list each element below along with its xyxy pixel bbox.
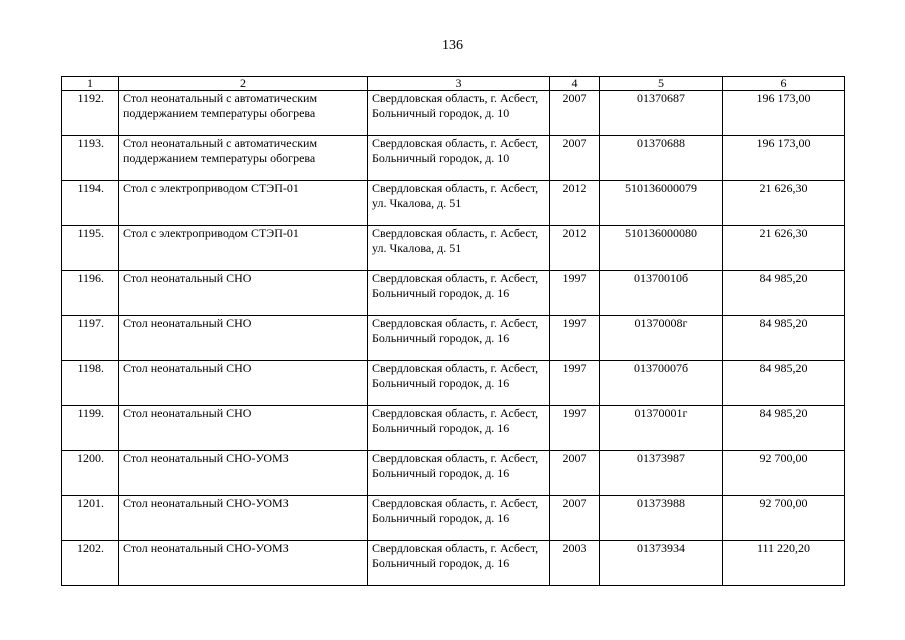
row-number-cell: 1201. [62, 496, 119, 541]
cost-cell: 92 700,00 [723, 496, 845, 541]
column-header: 1 [62, 77, 119, 91]
item-name-cell: Стол неонатальный СНО [119, 316, 368, 361]
item-name-cell: Стол неонатальный СНО [119, 361, 368, 406]
inventory-number-cell: 01370010б [600, 271, 723, 316]
year-cell: 2012 [550, 226, 600, 271]
item-name-cell: Стол с электроприводом СТЭП-01 [119, 226, 368, 271]
table-row [62, 496, 845, 541]
address-cell: Свердловская область, г. Асбест, Больничный городок, д. 16 [368, 541, 550, 586]
row-number-cell: 1196. [62, 271, 119, 316]
property-table [61, 76, 845, 586]
cost-cell: 21 626,30 [723, 226, 845, 271]
year-cell: 1997 [550, 361, 600, 406]
table-row [62, 406, 845, 451]
item-name-cell: Стол неонатальный СНО-УОМЗ [119, 541, 368, 586]
inventory-number-cell: 01370687 [600, 91, 723, 136]
item-name-cell: Стол неонатальный с автоматическим поддержанием температуры обогрева [119, 91, 368, 136]
cost-cell: 84 985,20 [723, 271, 845, 316]
inventory-number-cell: 01373988 [600, 496, 723, 541]
year-cell: 1997 [550, 316, 600, 361]
address-cell: Свердловская область, г. Асбест, Больничный городок, д. 10 [368, 136, 550, 181]
row-number-cell: 1192. [62, 91, 119, 136]
row-number-cell: 1194. [62, 181, 119, 226]
column-header: 3 [368, 77, 550, 91]
cost-cell: 84 985,20 [723, 406, 845, 451]
table-row [62, 91, 845, 136]
year-cell: 1997 [550, 271, 600, 316]
column-header: 4 [550, 77, 600, 91]
address-cell: Свердловская область, г. Асбест, Больничный городок, д. 16 [368, 271, 550, 316]
cost-cell: 92 700,00 [723, 451, 845, 496]
item-name-cell: Стол неонатальный СНО [119, 406, 368, 451]
row-number-cell: 1198. [62, 361, 119, 406]
page-number: 136 [442, 38, 463, 53]
address-cell: Свердловская область, г. Асбест, ул. Чкалова, д. 51 [368, 181, 550, 226]
table-row [62, 451, 845, 496]
table-row [62, 136, 845, 181]
row-number-cell: 1202. [62, 541, 119, 586]
table-row [62, 271, 845, 316]
cost-cell: 196 173,00 [723, 91, 845, 136]
cost-cell: 196 173,00 [723, 136, 845, 181]
inventory-number-cell: 01370688 [600, 136, 723, 181]
column-header: 2 [119, 77, 368, 91]
item-name-cell: Стол неонатальный СНО [119, 271, 368, 316]
address-cell: Свердловская область, г. Асбест, Больничный городок, д. 16 [368, 406, 550, 451]
item-name-cell: Стол неонатальный СНО-УОМЗ [119, 451, 368, 496]
year-cell: 2003 [550, 541, 600, 586]
row-number-cell: 1197. [62, 316, 119, 361]
row-number-cell: 1200. [62, 451, 119, 496]
year-cell: 2012 [550, 181, 600, 226]
year-cell: 2007 [550, 451, 600, 496]
cost-cell: 84 985,20 [723, 361, 845, 406]
year-cell: 2007 [550, 136, 600, 181]
address-cell: Свердловская область, г. Асбест, Больничный городок, д. 10 [368, 91, 550, 136]
table-row [62, 181, 845, 226]
inventory-number-cell: 01370007б [600, 361, 723, 406]
item-name-cell: Стол неонатальный с автоматическим поддержанием температуры обогрева [119, 136, 368, 181]
inventory-number-cell: 01373987 [600, 451, 723, 496]
table-row [62, 541, 845, 586]
cost-cell: 111 220,20 [723, 541, 845, 586]
inventory-number-cell: 01373934 [600, 541, 723, 586]
table-row [62, 226, 845, 271]
year-cell: 2007 [550, 496, 600, 541]
address-cell: Свердловская область, г. Асбест, Больничный городок, д. 16 [368, 451, 550, 496]
address-cell: Свердловская область, г. Асбест, Больничный городок, д. 16 [368, 316, 550, 361]
row-number-cell: 1195. [62, 226, 119, 271]
year-cell: 2007 [550, 91, 600, 136]
inventory-number-cell: 510136000079 [600, 181, 723, 226]
column-header: 6 [723, 77, 845, 91]
address-cell: Свердловская область, г. Асбест, Больничный городок, д. 16 [368, 361, 550, 406]
row-number-cell: 1199. [62, 406, 119, 451]
header-row [62, 77, 845, 91]
item-name-cell: Стол с электроприводом СТЭП-01 [119, 181, 368, 226]
address-cell: Свердловская область, г. Асбест, ул. Чкалова, д. 51 [368, 226, 550, 271]
cost-cell: 21 626,30 [723, 181, 845, 226]
year-cell: 1997 [550, 406, 600, 451]
inventory-number-cell: 01370008г [600, 316, 723, 361]
table-row [62, 361, 845, 406]
table-body [62, 91, 845, 586]
column-header: 5 [600, 77, 723, 91]
address-cell: Свердловская область, г. Асбест, Больничный городок, д. 16 [368, 496, 550, 541]
row-number-cell: 1193. [62, 136, 119, 181]
inventory-number-cell: 510136000080 [600, 226, 723, 271]
inventory-number-cell: 01370001г [600, 406, 723, 451]
table-row [62, 316, 845, 361]
item-name-cell: Стол неонатальный СНО-УОМЗ [119, 496, 368, 541]
cost-cell: 84 985,20 [723, 316, 845, 361]
